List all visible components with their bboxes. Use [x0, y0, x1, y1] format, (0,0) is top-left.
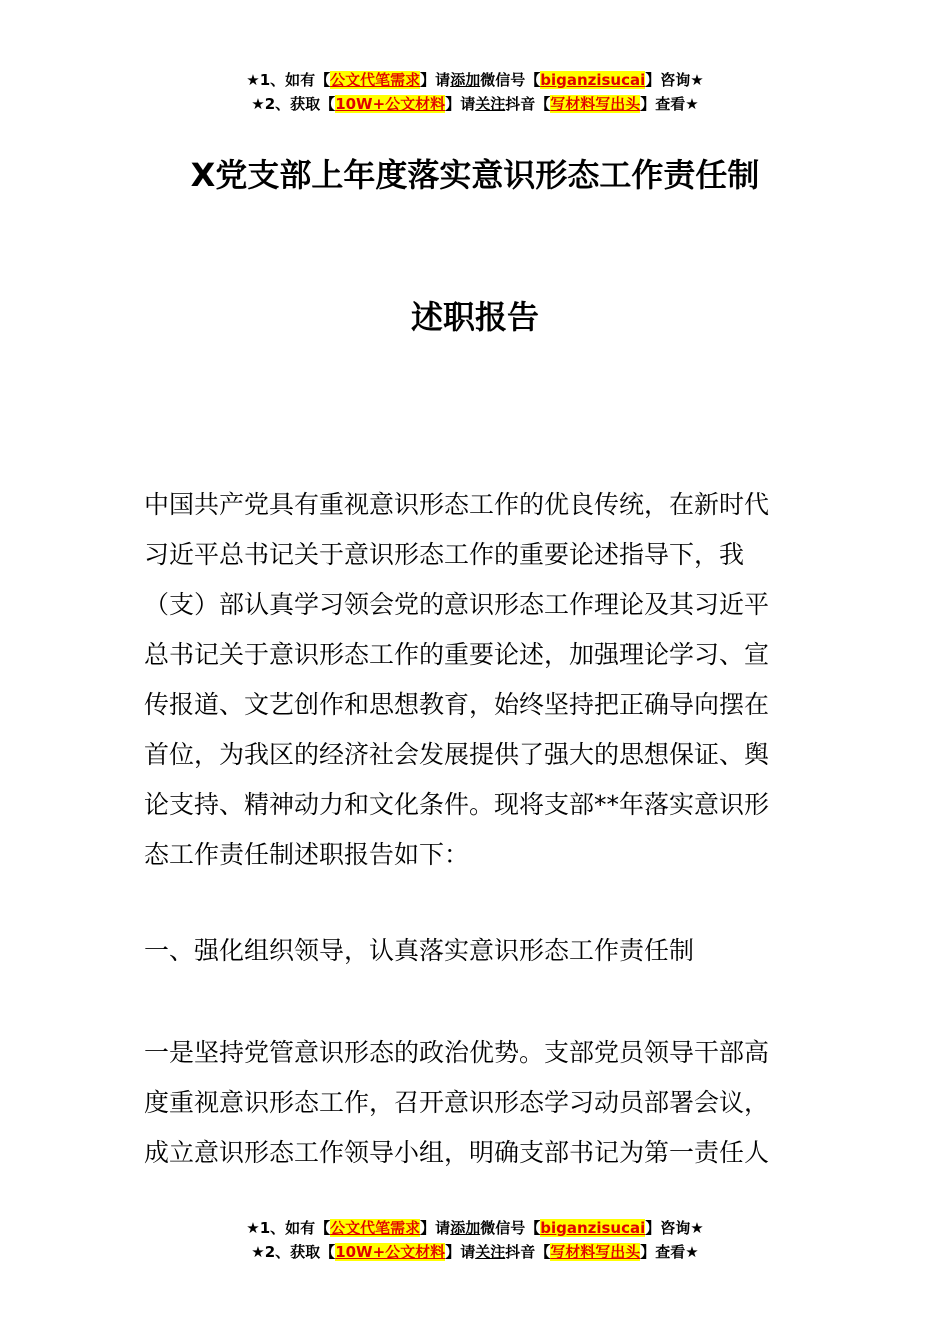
promo-highlight: biganzisucai	[540, 1219, 646, 1237]
promo-highlight: 10W+公文材料	[335, 95, 446, 113]
promo-text: ★1、如有【	[246, 1219, 331, 1237]
promo-highlight: biganzisucai	[540, 71, 646, 89]
promo-line-1	[0, 1216, 950, 1240]
paragraph-line: 总书记关于意识形态工作的重要论述，加强理论学习、宣	[144, 640, 770, 669]
intro-paragraph	[144, 480, 808, 880]
section-heading	[144, 926, 808, 976]
paragraph-line: 态工作责任制述职报告如下：	[144, 840, 470, 869]
promo-underlined: 关注	[475, 95, 506, 113]
document-subtitle: 述职报告	[410, 298, 539, 336]
promo-text: 】请	[445, 95, 476, 113]
promo-underlined: 添加	[450, 1219, 481, 1237]
section-heading-text: 一、强化组织领导，认真落实意识形态工作责任制	[144, 936, 695, 965]
promo-line-2	[0, 92, 950, 116]
promo-banner-bottom	[0, 1216, 950, 1264]
promo-text: ★2、获取【	[251, 95, 336, 113]
promo-text: 微信号【	[480, 71, 541, 89]
paragraph-line: 首位，为我区的经济社会发展提供了强大的思想保证、舆	[144, 740, 770, 769]
promo-line-2	[0, 1240, 950, 1264]
promo-text: 】咨询★	[645, 1219, 704, 1237]
promo-underlined: 关注	[475, 1243, 506, 1261]
paragraph-line: 论支持、精神动力和文化条件。现将支部**年落实意识形	[144, 790, 770, 819]
promo-text: 】请	[420, 1219, 451, 1237]
section-paragraph	[144, 1028, 808, 1178]
promo-text: 抖音【	[505, 1243, 551, 1261]
paragraph-line: 成立意识形态工作领导小组，明确支部书记为第一责任人	[144, 1138, 770, 1167]
paragraph-line: 度重视意识形态工作，召开意识形态学习动员部署会议，	[144, 1088, 770, 1117]
paragraph-line: 中国共产党具有重视意识形态工作的优良传统，在新时代	[144, 490, 770, 519]
promo-text: 】请	[445, 1243, 476, 1261]
promo-highlight: 写材料写出头	[550, 95, 641, 113]
promo-highlight: 10W+公文材料	[335, 1243, 446, 1261]
promo-highlight: 公文代笔需求	[330, 1219, 421, 1237]
promo-underlined: 添加	[450, 71, 481, 89]
promo-text: 】查看★	[640, 95, 699, 113]
promo-text: 微信号【	[480, 1219, 541, 1237]
promo-text: ★2、获取【	[251, 1243, 336, 1261]
promo-text: 】咨询★	[645, 71, 704, 89]
promo-highlight: 写材料写出头	[550, 1243, 641, 1261]
promo-banner-top	[0, 68, 950, 116]
paragraph-line: 一是坚持党管意识形态的政治优势。支部党员领导干部高	[144, 1038, 770, 1067]
promo-text: 】查看★	[640, 1243, 699, 1261]
promo-text: 抖音【	[505, 95, 551, 113]
promo-text: ★1、如有【	[246, 71, 331, 89]
paragraph-line: 传报道、文艺创作和思想教育，始终坚持把正确导向摆在	[144, 690, 770, 719]
promo-line-1	[0, 68, 950, 92]
promo-text: 】请	[420, 71, 451, 89]
paragraph-line: （支）部认真学习领会党的意识形态工作理论及其习近平	[144, 590, 770, 619]
paragraph-line: 习近平总书记关于意识形态工作的重要论述指导下，我	[144, 540, 745, 569]
document-title: X党支部上年度落实意识形态工作责任制	[190, 156, 760, 194]
promo-highlight: 公文代笔需求	[330, 71, 421, 89]
